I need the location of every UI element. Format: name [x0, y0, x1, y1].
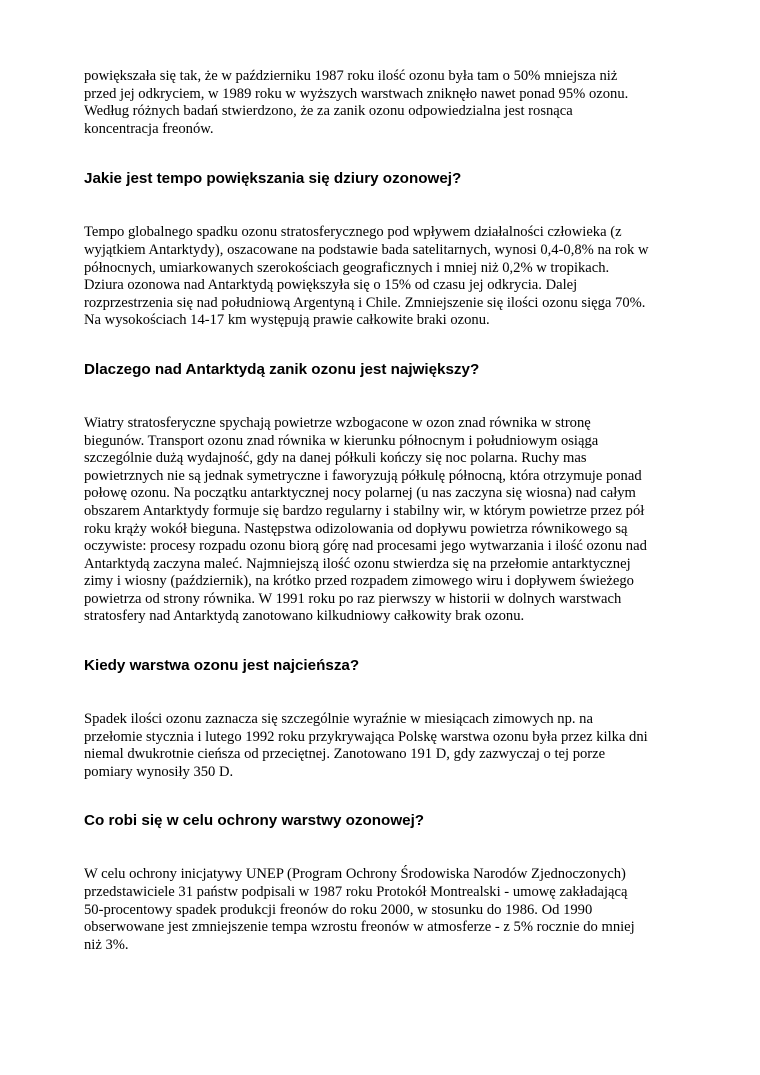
paragraph-line: roku krąży wokół bieguna. Następstwa odizolowania od dopływu powietrza równikowego są: [84, 520, 628, 537]
section-heading-ozone-hole-growth-rate: Jakie jest tempo powiększania się dziury ozonowej?: [84, 170, 462, 188]
paragraph-line: powietrznych nie są jednak symetryczne i faworyzują półkulę północną, która otrzymuje ponad: [84, 467, 642, 484]
paragraph-line: niż 3%.: [84, 936, 129, 953]
paragraph-line: północnych, umiarkowanych szerokościach geograficznych i mniej niż 0,2% w tropikach.: [84, 259, 610, 276]
paragraph-line: pomiary wynosiły 350 D.: [84, 763, 234, 780]
paragraph-line: Wiatry stratosferyczne spychają powietrze wzbogacone w ozon znad równika w stronę: [84, 414, 591, 431]
paragraph-line: rozprzestrzenia się nad południową Argentyną i Chile. Zmniejszenie się ilości ozonu sięga 70%.: [84, 294, 646, 311]
paragraph-line: W celu ochrony inicjatywy UNEP (Program Ochrony Środowiska Narodów Zjednoczonych): [84, 866, 626, 883]
section-heading-ozone-protection: Co robi się w celu ochrony warstwy ozonowej?: [84, 812, 425, 830]
paragraph-line: szczególnie dużą wydajność, gdy na danej półkuli kończy się noc polarna. Ruchy mas: [84, 450, 587, 467]
section-paragraph-ozone-protection: [84, 866, 684, 954]
paragraph-line: biegunów. Transport ozonu znad równika w kierunku północnym i południowym osiąga: [84, 432, 599, 449]
intro-paragraph: [84, 68, 684, 138]
paragraph-line: zimy i wiosny (październik), na krótko przed rozpadem zimowego wiru i dopływem świeżego: [84, 573, 634, 590]
paragraph-line: wyjątkiem Antarktydy), oszacowane na podstawie bada satelitarnych, wynosi 0,4-0,8% na rok w: [84, 241, 649, 258]
paragraph-line: stratosfery nad Antarktydą zanotowano kilkudniowy całkowity brak ozonu.: [84, 608, 525, 625]
paragraph-line: powiększała się tak, że w październiku 1987 roku ilość ozonu była tam o 50% mniejsza niż: [84, 68, 618, 84]
paragraph-line: Antarktydą zaczyna maleć. Najmniejszą ilość ozonu stwierdza się na przełomie antarktycznej: [84, 555, 631, 572]
paragraph-line: Tempo globalnego spadku ozonu stratosferycznego pod wpływem działalności człowieka (z: [84, 224, 622, 241]
paragraph-line: powietrza od strony równika. W 1991 roku po raz pierwszy w historii w dolnych warstwach: [84, 590, 622, 607]
section-paragraph-antarctic-ozone-loss: [84, 415, 684, 626]
paragraph-line: oczywiste: procesy rozpadu ozonu biorą górę nad procesami jego wytwarzania i ilość ozonu nad: [84, 538, 647, 555]
paragraph-line: połowę ozonu. Na początku antarktycznej nocy polarnej (u nas zaczyna się wiosna) nad całym: [84, 485, 636, 502]
section-heading-antarctic-ozone-loss: Dlaczego nad Antarktydą zanik ozonu jest największy?: [84, 360, 480, 378]
paragraph-line: Według różnych badań stwierdzono, że za zanik ozonu odpowiedzialna jest rosnąca: [84, 103, 573, 120]
paragraph-line: 50-procentowy spadek produkcji freonów do roku 2000, w stosunku do 1986. Od 1990: [84, 901, 593, 918]
document-page: [84, 68, 684, 954]
paragraph-line: obserwowane jest zmniejszenie tempa wzrostu freonów w atmosferze - z 5% rocznie do mniej: [84, 919, 635, 936]
paragraph-line: przedstawiciele 31 państw podpisali w 1987 roku Protokół Montrealski - umowę zakładającą: [84, 884, 628, 901]
paragraph-line: Spadek ilości ozonu zaznacza się szczególnie wyraźnie w miesiącach zimowych np. na: [84, 711, 593, 728]
paragraph-line: koncentracja freonów.: [84, 120, 214, 137]
paragraph-line: przełomie stycznia i lutego 1992 roku przykrywająca Polskę warstwa ozonu była przez kilka dni: [84, 728, 648, 745]
section-paragraph-thinnest-ozone-layer: [84, 711, 684, 781]
section-heading-thinnest-ozone-layer: Kiedy warstwa ozonu jest najcieńsza?: [84, 657, 360, 675]
section-paragraph-ozone-hole-growth-rate: [84, 224, 684, 330]
paragraph-line: obszarem Antarktydy formuje się bardzo regularny i stabilny wir, w którym powietrze przez pół: [84, 502, 645, 519]
paragraph-line: Na wysokościach 14-17 km występują prawie całkowite braki ozonu.: [84, 312, 490, 329]
paragraph-line: przed jej odkryciem, w 1989 roku w wyższych warstwach zniknęło nawet ponad 95% ozonu.: [84, 85, 629, 102]
paragraph-line: niemal dwukrotnie cieńsza od przeciętnej. Zanotowano 191 D, gdy zazwyczaj o tej porze: [84, 746, 606, 763]
paragraph-line: Dziura ozonowa nad Antarktydą powiększyła się o 15% od czasu jej odkrycia. Dalej: [84, 277, 578, 294]
